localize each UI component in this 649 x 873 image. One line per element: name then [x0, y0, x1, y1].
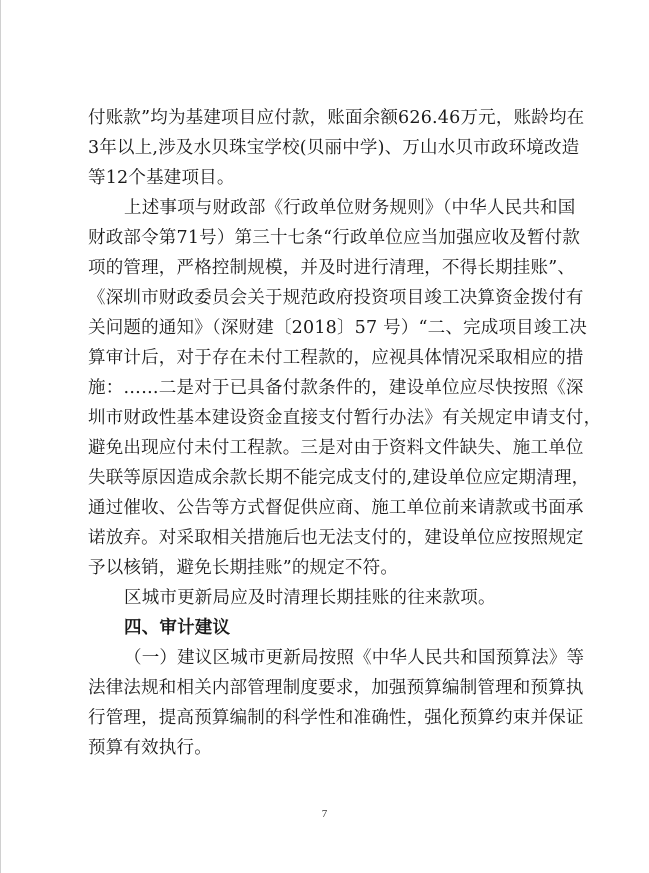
body-line: 3年以上,涉及水贝珠宝学校(贝丽中学)、万山水贝市政环境改造: [88, 138, 580, 158]
body-line: 失联等原因造成余款长期不能完成支付的,建设单位应定期清理，: [88, 468, 590, 488]
body-line: 等12个基建项目。: [88, 168, 235, 188]
body-line: 避免出现应付未付工程款。三是对由于资料文件缺失、施工单位: [88, 438, 584, 458]
paragraph-start-line: 区城市更新局应及时清理长期挂账的往来款项。: [124, 588, 496, 608]
document-body: [88, 103, 602, 763]
body-line: 圳市财政性基本建设资金直接支付暂行办法》有关规定申请支付，: [88, 408, 602, 428]
paragraph-start-line: （一）建议区城市更新局按照《中华人民共和国预算法》等: [124, 648, 585, 668]
body-line: 关问题的通知》（深财建〔2018〕57 号）“二、完成项目竣工决: [88, 318, 587, 338]
body-line: 付账款”均为基建项目应付款，账面余额626.46万元，账龄均在: [88, 108, 585, 128]
paragraph-start-line: 上述事项与财政部《行政单位财务规则》（中华人民共和国: [124, 198, 576, 218]
page-number: 7: [321, 808, 328, 820]
body-line: 法律法规和相关内部管理制度要求，加强预算编制管理和预算执: [88, 678, 584, 698]
body-line: 项的管理，严格控制规模，并及时进行清理，不得长期挂账”、: [88, 258, 576, 278]
body-line: 财政部令第71号）第三十七条“行政单位应当加强应收及暂付款: [88, 228, 581, 248]
body-line: 施：……二是对于已具备付款条件的，建设单位应尽快按照《深: [88, 378, 584, 398]
page-left-border: [0, 0, 1, 873]
body-line: 通过催收、公告等方式督促供应商、施工单位前来请款或书面承: [88, 498, 584, 518]
body-line: 行管理，提高预算编制的科学性和准确性，强化预算约束并保证: [88, 708, 584, 728]
body-line: 《深圳市财政委员会关于规范政府投资项目竣工决算资金拨付有: [88, 288, 584, 308]
body-line: 诺放弃。对采取相关措施后也无法支付的，建设单位应按照规定: [88, 528, 584, 548]
section-heading: 四、审计建议: [124, 618, 231, 638]
body-line: 算审计后，对于存在未付工程款的，应视具体情况采取相应的措: [88, 348, 584, 368]
body-line: 予以核销，避免长期挂账”的规定不符。: [88, 558, 399, 578]
body-line: 预算有效执行。: [88, 738, 212, 758]
